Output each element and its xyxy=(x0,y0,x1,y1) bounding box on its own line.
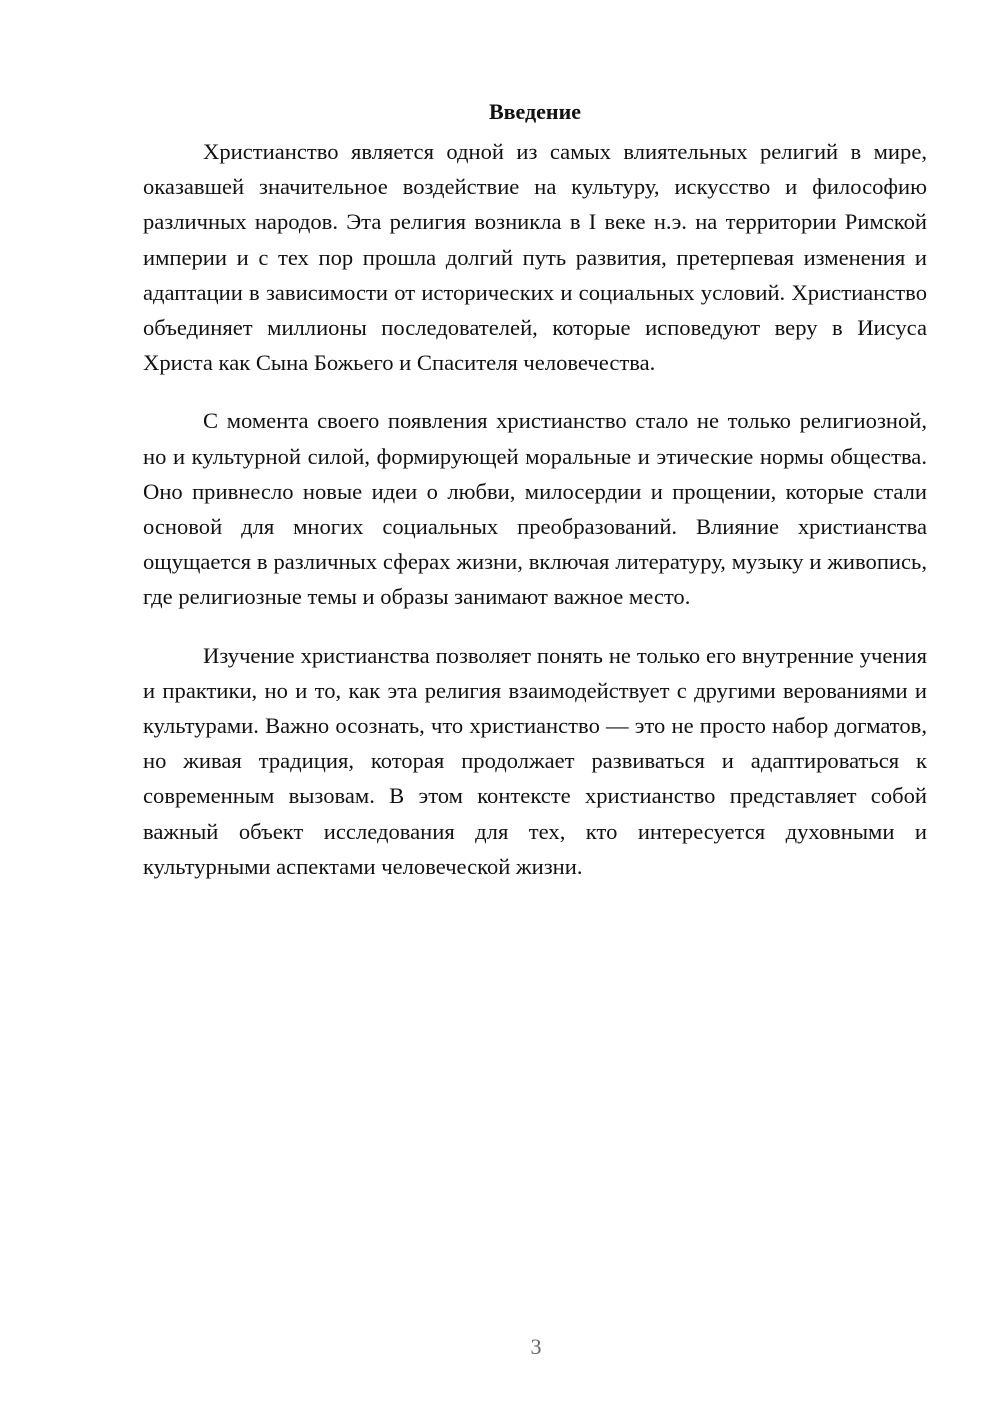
paragraph-3: Изучение христианства позволяет понять не только его внутренние учения и практики, но и то, как эта религия взаимодействует с другими верованиями и культурами. Важно осознать, что христианство — это не просто набор догматов, но живая традиция, которая продолжает развиваться и адаптироваться к современным вызовам. В этом контексте христианство представляет собой важный объект исследования для тех, кто интересуется духовными и культурными аспектами человеческой жизни. xyxy=(143,642,927,879)
section-heading: Введение xyxy=(488,99,582,124)
paragraph-1: Христианство является одной из самых влиятельных религий в мире, оказавшей значительное воздействие на культуру, искусство и философию различных народов. Эта религия возникла в I веке н.э. на территории Римской империи и с тех пор прошла долгий путь развития, претерпевая изменения и адаптации в зависимости от исторических и социальных условий. Христианство объединяет миллионы последователей, которые исповедуют веру в Иисуса Христа как Сына Божьего и Спасителя человечества. xyxy=(143,139,927,376)
page-number: 3 xyxy=(530,1334,542,1359)
paragraph-2: С момента своего появления христианство стало не только религиозной, но и культурной силой, формирующей моральные и этические нормы общества. Оно привнесло новые идеи о любви, милосердии и прощении, которые стали основой для многих социальных преобразований. Влияние христианства ощущается в различных сферах жизни, включая литературу, музыку и живопись, где религиозные темы и образы занимают важное место. xyxy=(143,408,927,610)
page-content xyxy=(143,98,927,907)
